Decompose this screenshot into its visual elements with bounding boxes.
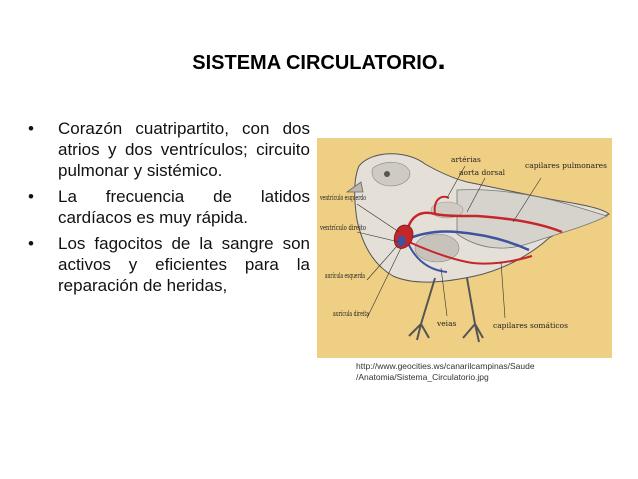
bullet-list [28, 118, 310, 301]
bullet-symbol: • [28, 187, 34, 206]
label-ventriculo-esquerdo: ventrículo esquerdo [319, 193, 367, 202]
bullet-text: Los fagocitos de la sangre son activos y eficientes para la reparación de heridas, [58, 234, 310, 295]
label-arterias: artérias [451, 155, 481, 164]
bullet-symbol: • [28, 234, 34, 253]
bird-illustration [317, 138, 612, 358]
bird-wing-shape [457, 190, 607, 248]
image-source-caption [356, 361, 616, 383]
bullet-item [28, 118, 310, 181]
bullet-symbol: • [28, 119, 34, 138]
bullet-item [28, 233, 310, 296]
caption-line-2: /Anatomia/Sistema_Circulatorio.jpg [356, 372, 489, 382]
label-auricula-direita: aurícula direita [333, 309, 370, 318]
bird-leg-left [409, 278, 435, 340]
label-veias: veias [437, 319, 457, 328]
label-auricula-esquerda: aurícula esquerda [325, 271, 366, 280]
bullet-text: La frecuencia de latidos cardíacos es muy rápida. [58, 187, 310, 227]
slide-title-text: SISTEMA CIRCULATORIO [192, 52, 438, 74]
bird-leg-right [463, 278, 483, 342]
bird-circulation-figure [317, 138, 612, 358]
label-capilares-somaticos: capilares somáticos [493, 321, 568, 330]
slide-title-dot: . [437, 43, 446, 76]
bullet-item [28, 186, 310, 228]
slide-title [0, 43, 638, 76]
bird-brain-shape [372, 162, 410, 186]
bird-eye-shape [384, 171, 390, 177]
bullet-text: Corazón cuatripartito, con dos atrios y dos ventrículos; circuito pulmonar y sistémico. [58, 119, 310, 180]
label-ventriculo-direito: ventrículo direito [319, 223, 367, 232]
caption-line-1: http://www.geocities.ws/canarilcampinas/Saude [356, 361, 535, 371]
label-capilares-pulmonares: capilares pulmonares [525, 161, 608, 170]
label-aorta-dorsal: aorta dorsal [459, 168, 506, 177]
